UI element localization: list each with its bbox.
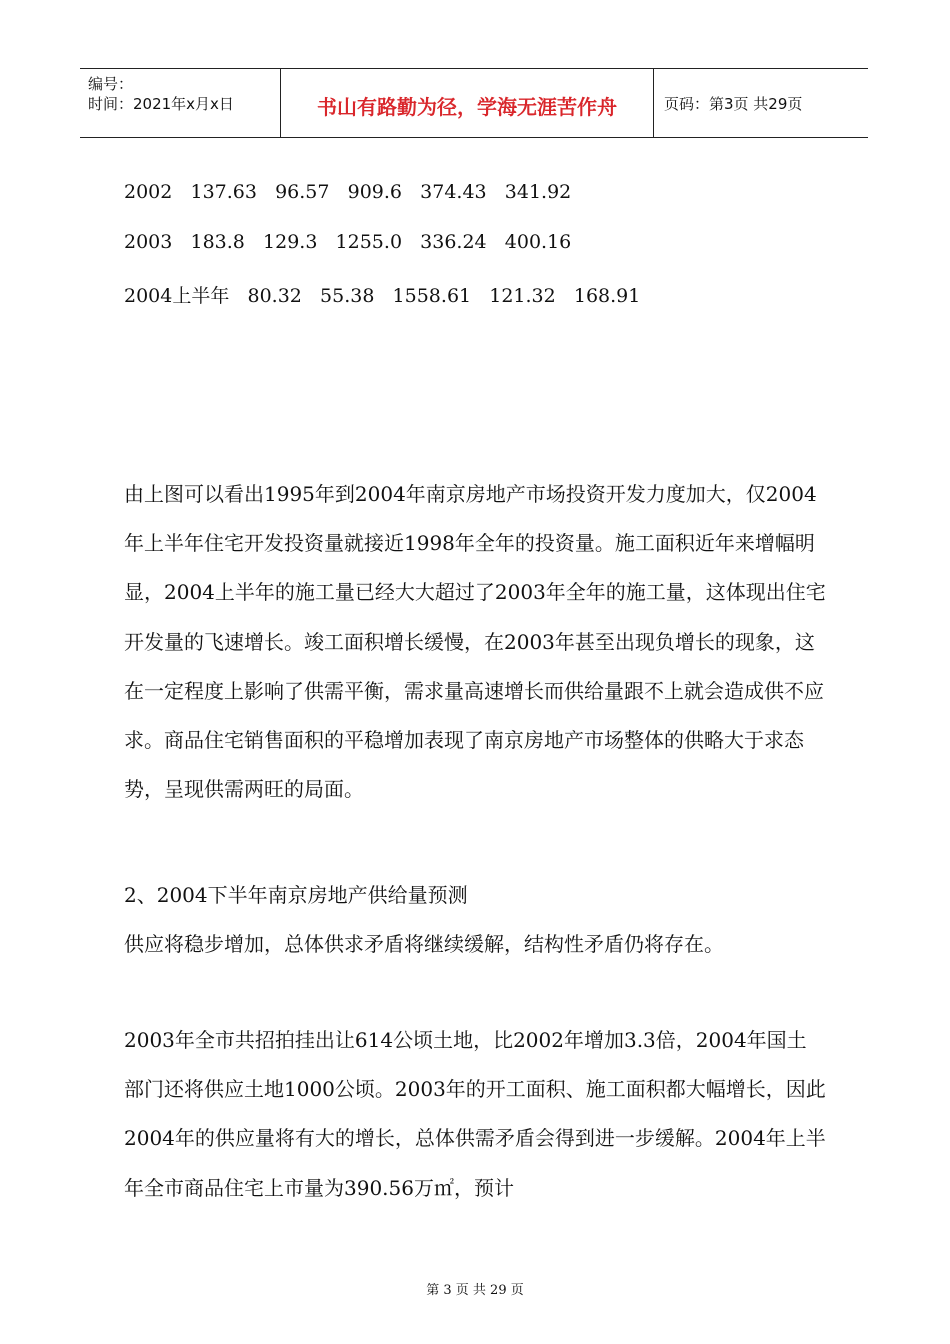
row-value: 1255.0 bbox=[335, 231, 403, 253]
row-value: 400.16 bbox=[504, 231, 572, 253]
motto-text: 书山有路勤为径，学海无涯苦作舟 bbox=[317, 95, 617, 119]
row-year: 2003 bbox=[124, 231, 173, 253]
header-meta bbox=[80, 69, 281, 137]
page-header bbox=[80, 68, 868, 138]
page-footer: 第 3 页 共 29 页 bbox=[426, 1283, 524, 1298]
table-row bbox=[124, 181, 571, 203]
header-page-info bbox=[654, 69, 868, 137]
section-heading: 2、2004下半年南京房地产供给量预测 bbox=[124, 883, 468, 907]
row-value: 336.24 bbox=[420, 231, 487, 253]
row-value: 129.3 bbox=[263, 231, 318, 253]
document-time-label: 时间：2021年x月x日 bbox=[88, 95, 234, 113]
forecast-paragraph: 2003年全市共招拍挂出让614公顷土地，比2002年增加3.3倍，2004年国土部门还将供应土地1000公顷。2003年的开工面积、施工面积都大幅增长，因此2004年的供应量将有大的增长，总体供需矛盾会得到进一步缓解。2004年上半年全市商品住宅上市量为390.56万㎡，预计 bbox=[124, 1028, 826, 1200]
row-value: 137.63 bbox=[190, 181, 257, 203]
header-motto bbox=[281, 69, 654, 137]
row-value: 168.91 bbox=[573, 285, 641, 307]
row-value: 80.32 bbox=[247, 285, 302, 307]
table-row bbox=[124, 231, 571, 253]
row-value: 909.6 bbox=[347, 181, 403, 203]
summary-sentence: 供应将稳步增加，总体供求矛盾将继续缓解，结构性矛盾仍将存在。 bbox=[124, 932, 724, 956]
document-number-label: 编号： bbox=[88, 75, 134, 93]
row-value: 183.8 bbox=[190, 231, 245, 253]
row-value: 96.57 bbox=[275, 181, 330, 203]
page-number-label: 页码：第3页 共29页 bbox=[664, 95, 803, 113]
row-value: 55.38 bbox=[320, 285, 375, 307]
row-value: 374.43 bbox=[420, 181, 487, 203]
analysis-paragraph: 由上图可以看出1995年到2004年南京房地产市场投资开发力度加大，仅2004年上半年住宅开发投资量就接近1998年全年的投资量。施工面积近年来增幅明显，2004上半年的施工量已经大大超过了2003年全年的施工量，这体现出住宅开发量的飞速增长。竣工面积增长缓慢，在2003年甚至出现负增长的现象，这在一定程度上影响了供需平衡，需求量高速增长而供给量跟不上就会造成供不应求。商品住宅销售面积的平稳增加表现了南京房地产市场整体的供略大于求态势，呈现供需两旺的局面。 bbox=[124, 482, 826, 802]
row-value: 341.92 bbox=[504, 181, 572, 203]
row-year: 2004上半年 bbox=[124, 285, 230, 307]
row-year: 2002 bbox=[124, 181, 173, 203]
table-row bbox=[124, 281, 640, 308]
row-value: 121.32 bbox=[489, 285, 556, 307]
row-value: 1558.61 bbox=[392, 285, 472, 307]
